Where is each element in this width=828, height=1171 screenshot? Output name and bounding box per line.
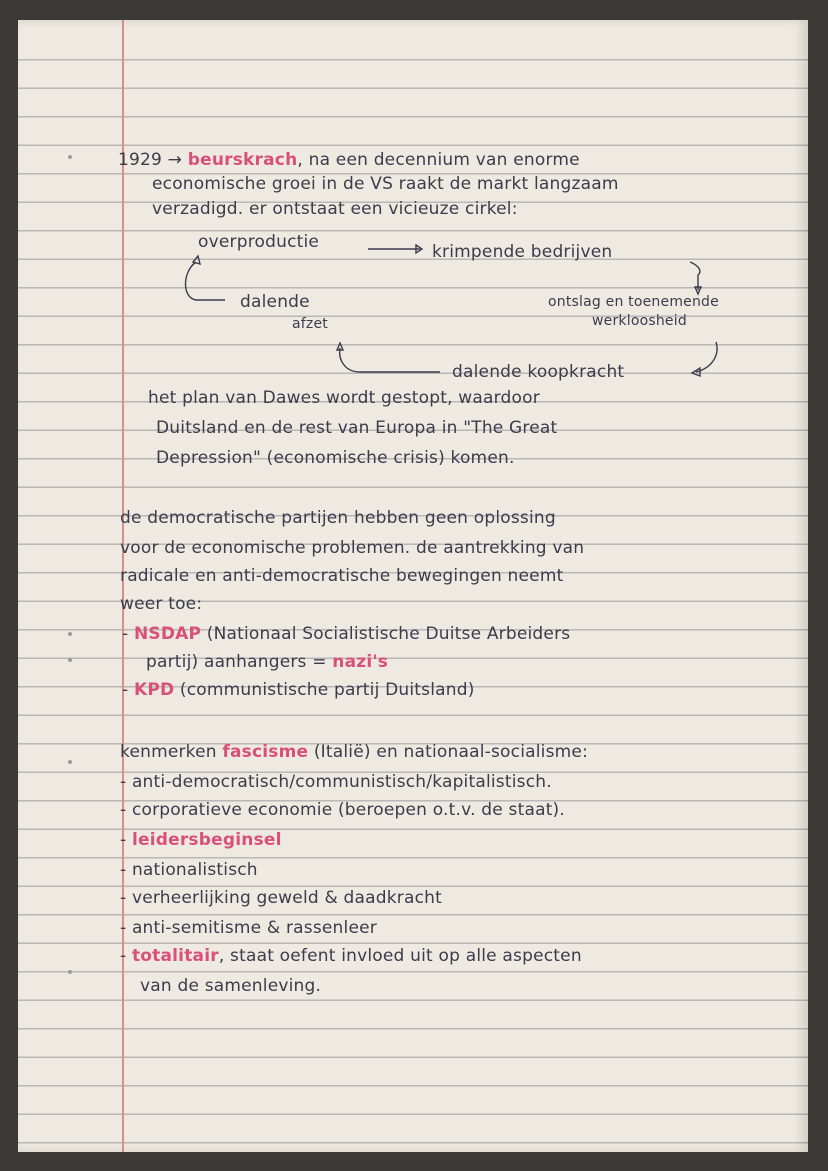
dash: - [120,946,127,966]
note-line [120,742,588,762]
cycle-koopkracht: dalende koopkracht [452,362,625,382]
list-item: - nationalistisch [120,860,258,880]
highlight-term: fascisme [222,742,309,762]
highlight-term: NSDAP [133,624,202,644]
note-line: economische groei in de VS raakt de markt langzaam [152,174,619,194]
list-item-kpd [122,680,475,700]
highlight-term: beurskrach [187,150,298,170]
cycle-afzet: afzet [292,316,328,332]
highlight-term: KPD [133,680,175,700]
dash: - [120,830,127,850]
highlight-term: totalitair [131,946,219,966]
cycle-krimpende: krimpende bedrijven [432,242,613,262]
text: , staat oefent invloed uit op alle aspecten [218,946,582,966]
list-item-nsdap [122,624,570,644]
note-line: van de samenleving. [140,976,322,996]
list-item: - anti-semitisme & rassenleer [120,918,377,938]
text: , na een decennium van enorme [297,150,580,170]
note-line: Depression" (economische crisis) komen. [156,448,515,468]
arrow-icon [696,342,717,372]
dash: - [122,680,129,700]
cycle-werkloosheid: werkloosheid [592,313,687,329]
cycle-overproductie: overproductie [198,232,320,252]
note-line: radicale en anti-democratische bewegingen neemt [120,566,564,586]
note-line: verzadigd. er ontstaat een vicieuze cirkel: [152,199,518,219]
note-line: de democratische partijen hebben geen oplossing [120,508,556,528]
note-line: weer toe: [120,594,203,614]
text: (communistische partij Duitsland) [179,680,475,700]
list-item [120,830,282,850]
dash: - [122,624,129,644]
note-line: voor de economische problemen. de aantrekking van [120,538,585,558]
text: partij) aanhangers = [146,652,327,672]
arrow-icon [186,262,226,300]
list-item: - corporatieve economie (beroepen o.t.v. de staat). [120,800,565,820]
text: (Italië) en nationaal-socialisme: [313,742,588,762]
arrow-icon [690,262,700,290]
list-item: - verheerlijking geweld & daadkracht [120,888,442,908]
text: kenmerken [120,742,217,762]
highlight-term: leidersbeginsel [131,830,282,850]
year-text: 1929 → [118,150,183,170]
text: (Nationaal Socialistische Duitse Arbeiders [206,624,571,644]
note-line: het plan van Dawes wordt gestopt, waardoor [148,388,540,408]
note-line: Duitsland en de rest van Europa in "The Great [156,418,558,438]
list-item: - anti-democratisch/communistisch/kapitalistisch. [120,772,552,792]
highlight-term: nazi's [332,652,389,672]
note-line [146,652,388,672]
list-item [120,946,582,966]
arrow-icon [340,348,440,372]
cycle-ontslag: ontslag en toenemende [548,294,719,310]
cycle-dalende: dalende [240,292,310,312]
